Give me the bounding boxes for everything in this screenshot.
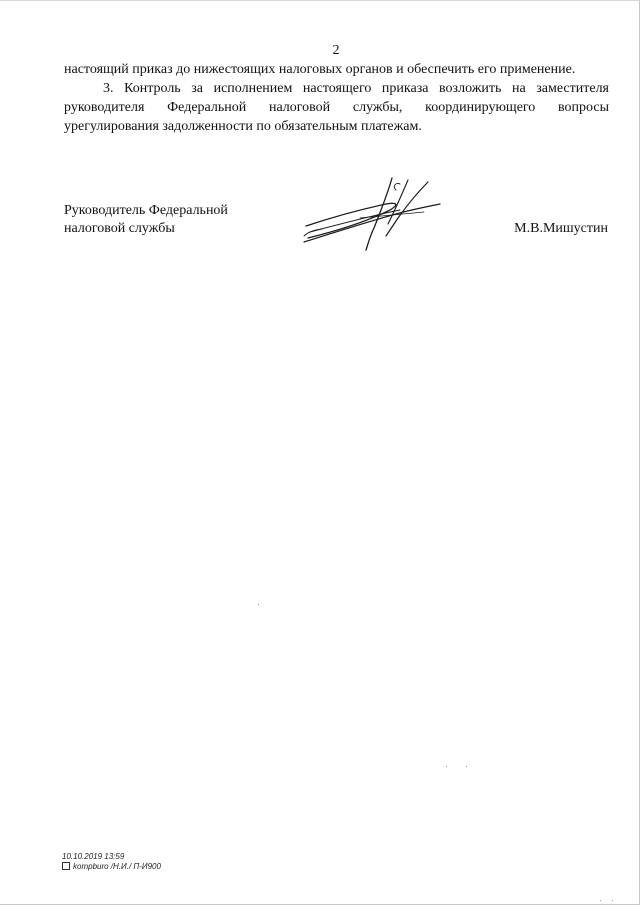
paragraph-continuation: настоящий приказ до нижестоящих налоговых органов и обеспечить его применение. <box>64 62 576 77</box>
handwritten-signature <box>300 174 450 254</box>
scan-speck <box>446 766 447 767</box>
scan-speck <box>600 900 601 901</box>
signer-name: М.В.Мишустин <box>514 221 608 236</box>
page-number: 2 <box>332 43 340 58</box>
scan-speck <box>612 900 613 901</box>
scan-speck <box>258 604 259 605</box>
signer-title-line-1: Руководитель Федеральной <box>64 203 228 218</box>
signer-title <box>64 202 284 238</box>
footer-timestamp: 10.10.2019 13:59 <box>62 852 125 861</box>
scan-speck <box>466 766 467 767</box>
footer-file-ref: kompburo /Н.И./ П-И900 <box>73 862 161 871</box>
signer-title-line-2: налоговой службы <box>64 221 175 236</box>
document-footer <box>62 852 161 872</box>
footer-file-ref-row <box>62 862 161 872</box>
file-icon <box>62 862 70 870</box>
document-body <box>64 60 609 136</box>
paragraph-3-control: 3. Контроль за исполнением настоящего приказа возложить на заместителя руководителя Федеральной налоговой службы, координирующего вопросы урегулирования задолженности по обязательным платежам. <box>64 81 609 134</box>
